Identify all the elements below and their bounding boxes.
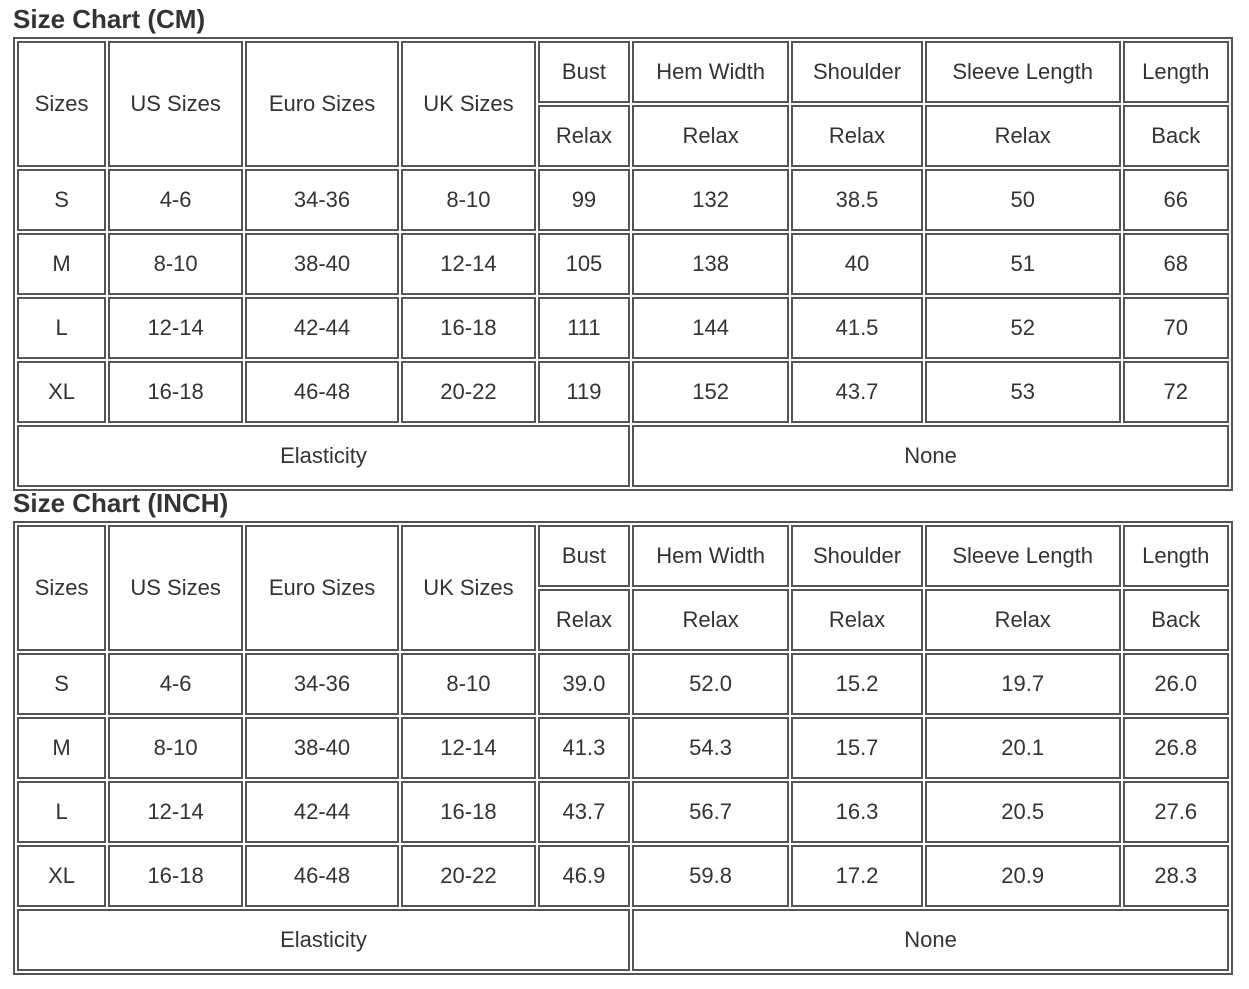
cell-size: M bbox=[17, 717, 106, 779]
subheader-sleeve-length: Relax bbox=[925, 589, 1121, 651]
cell-sleeve-length: 53 bbox=[925, 361, 1121, 423]
cell-euro-size: 38-40 bbox=[245, 717, 399, 779]
cell-bust: 111 bbox=[538, 297, 630, 359]
header-hem-width: Hem Width bbox=[632, 41, 789, 103]
cell-hem-width: 59.8 bbox=[632, 845, 789, 907]
cell-size: XL bbox=[17, 845, 106, 907]
table-row bbox=[17, 717, 1229, 779]
table-row bbox=[17, 653, 1229, 715]
table-row bbox=[17, 169, 1229, 231]
cell-sleeve-length: 20.9 bbox=[925, 845, 1121, 907]
subheader-bust: Relax bbox=[538, 589, 630, 651]
cell-length: 27.6 bbox=[1123, 781, 1230, 843]
table-row bbox=[17, 845, 1229, 907]
cell-uk-size: 16-18 bbox=[401, 297, 536, 359]
subheader-shoulder: Relax bbox=[791, 589, 923, 651]
cell-uk-size: 12-14 bbox=[401, 233, 536, 295]
table-row bbox=[17, 297, 1229, 359]
header-length: Length bbox=[1123, 525, 1230, 587]
cell-euro-size: 34-36 bbox=[245, 169, 399, 231]
cell-bust: 99 bbox=[538, 169, 630, 231]
size-chart-cm-title: Size Chart (CM) bbox=[13, 4, 206, 34]
cell-shoulder: 40 bbox=[791, 233, 923, 295]
cell-uk-size: 8-10 bbox=[401, 653, 536, 715]
cell-us-size: 8-10 bbox=[108, 233, 243, 295]
size-chart-inch-table bbox=[13, 521, 1233, 975]
cell-length: 70 bbox=[1123, 297, 1230, 359]
size-chart-cm-table bbox=[13, 37, 1233, 491]
subheader-hem-width: Relax bbox=[632, 105, 789, 167]
cell-sleeve-length: 20.1 bbox=[925, 717, 1121, 779]
cell-size: L bbox=[17, 297, 106, 359]
cell-length: 72 bbox=[1123, 361, 1230, 423]
cell-sleeve-length: 51 bbox=[925, 233, 1121, 295]
cell-uk-size: 16-18 bbox=[401, 781, 536, 843]
header-sizes: Sizes bbox=[17, 525, 106, 651]
header-uk-sizes: UK Sizes bbox=[401, 41, 536, 167]
cell-uk-size: 12-14 bbox=[401, 717, 536, 779]
cell-us-size: 16-18 bbox=[108, 845, 243, 907]
cell-hem-width: 52.0 bbox=[632, 653, 789, 715]
cell-hem-width: 144 bbox=[632, 297, 789, 359]
cell-hem-width: 54.3 bbox=[632, 717, 789, 779]
cell-size: S bbox=[17, 653, 106, 715]
elasticity-value: None bbox=[632, 425, 1229, 487]
header-sleeve-length: Sleeve Length bbox=[925, 525, 1121, 587]
cell-size: S bbox=[17, 169, 106, 231]
header-shoulder: Shoulder bbox=[791, 525, 923, 587]
cell-length: 26.0 bbox=[1123, 653, 1230, 715]
cell-euro-size: 46-48 bbox=[245, 361, 399, 423]
cell-sleeve-length: 52 bbox=[925, 297, 1121, 359]
cell-euro-size: 42-44 bbox=[245, 297, 399, 359]
header-us-sizes: US Sizes bbox=[108, 41, 243, 167]
header-hem-width: Hem Width bbox=[632, 525, 789, 587]
cell-us-size: 4-6 bbox=[108, 653, 243, 715]
header-shoulder: Shoulder bbox=[791, 41, 923, 103]
cell-hem-width: 56.7 bbox=[632, 781, 789, 843]
cell-length: 26.8 bbox=[1123, 717, 1230, 779]
cell-euro-size: 46-48 bbox=[245, 845, 399, 907]
size-chart-inch-title: Size Chart (INCH) bbox=[13, 488, 229, 518]
header-length: Length bbox=[1123, 41, 1230, 103]
cell-size: XL bbox=[17, 361, 106, 423]
header-euro-sizes: Euro Sizes bbox=[245, 525, 399, 651]
cell-us-size: 12-14 bbox=[108, 781, 243, 843]
cell-shoulder: 41.5 bbox=[791, 297, 923, 359]
cell-shoulder: 15.2 bbox=[791, 653, 923, 715]
cell-bust: 41.3 bbox=[538, 717, 630, 779]
table-row bbox=[17, 781, 1229, 843]
elasticity-value: None bbox=[632, 909, 1229, 971]
cell-us-size: 16-18 bbox=[108, 361, 243, 423]
cell-sleeve-length: 50 bbox=[925, 169, 1121, 231]
cell-us-size: 8-10 bbox=[108, 717, 243, 779]
cell-shoulder: 17.2 bbox=[791, 845, 923, 907]
cell-uk-size: 8-10 bbox=[401, 169, 536, 231]
cell-us-size: 12-14 bbox=[108, 297, 243, 359]
cell-hem-width: 152 bbox=[632, 361, 789, 423]
cell-shoulder: 15.7 bbox=[791, 717, 923, 779]
cell-length: 28.3 bbox=[1123, 845, 1230, 907]
cell-uk-size: 20-22 bbox=[401, 845, 536, 907]
cell-shoulder: 16.3 bbox=[791, 781, 923, 843]
subheader-bust: Relax bbox=[538, 105, 630, 167]
elasticity-label: Elasticity bbox=[17, 909, 630, 971]
header-euro-sizes: Euro Sizes bbox=[245, 41, 399, 167]
cell-bust: 43.7 bbox=[538, 781, 630, 843]
elasticity-label: Elasticity bbox=[17, 425, 630, 487]
footer-row bbox=[17, 909, 1229, 971]
header-row bbox=[17, 41, 1229, 103]
header-sleeve-length: Sleeve Length bbox=[925, 41, 1121, 103]
cell-size: L bbox=[17, 781, 106, 843]
cell-hem-width: 138 bbox=[632, 233, 789, 295]
cell-bust: 46.9 bbox=[538, 845, 630, 907]
header-bust: Bust bbox=[538, 41, 630, 103]
subheader-sleeve-length: Relax bbox=[925, 105, 1121, 167]
table-row bbox=[17, 361, 1229, 423]
subheader-length: Back bbox=[1123, 589, 1230, 651]
cell-sleeve-length: 20.5 bbox=[925, 781, 1121, 843]
cell-euro-size: 38-40 bbox=[245, 233, 399, 295]
cell-euro-size: 42-44 bbox=[245, 781, 399, 843]
footer-row bbox=[17, 425, 1229, 487]
cell-bust: 39.0 bbox=[538, 653, 630, 715]
cell-length: 68 bbox=[1123, 233, 1230, 295]
subheader-hem-width: Relax bbox=[632, 589, 789, 651]
cell-sleeve-length: 19.7 bbox=[925, 653, 1121, 715]
cell-bust: 119 bbox=[538, 361, 630, 423]
cell-hem-width: 132 bbox=[632, 169, 789, 231]
cell-shoulder: 43.7 bbox=[791, 361, 923, 423]
cell-euro-size: 34-36 bbox=[245, 653, 399, 715]
subheader-length: Back bbox=[1123, 105, 1230, 167]
cell-length: 66 bbox=[1123, 169, 1230, 231]
subheader-shoulder: Relax bbox=[791, 105, 923, 167]
header-us-sizes: US Sizes bbox=[108, 525, 243, 651]
cell-uk-size: 20-22 bbox=[401, 361, 536, 423]
header-sizes: Sizes bbox=[17, 41, 106, 167]
table-row bbox=[17, 233, 1229, 295]
cell-us-size: 4-6 bbox=[108, 169, 243, 231]
header-bust: Bust bbox=[538, 525, 630, 587]
cell-bust: 105 bbox=[538, 233, 630, 295]
header-row bbox=[17, 525, 1229, 587]
cell-shoulder: 38.5 bbox=[791, 169, 923, 231]
cell-size: M bbox=[17, 233, 106, 295]
header-uk-sizes: UK Sizes bbox=[401, 525, 536, 651]
